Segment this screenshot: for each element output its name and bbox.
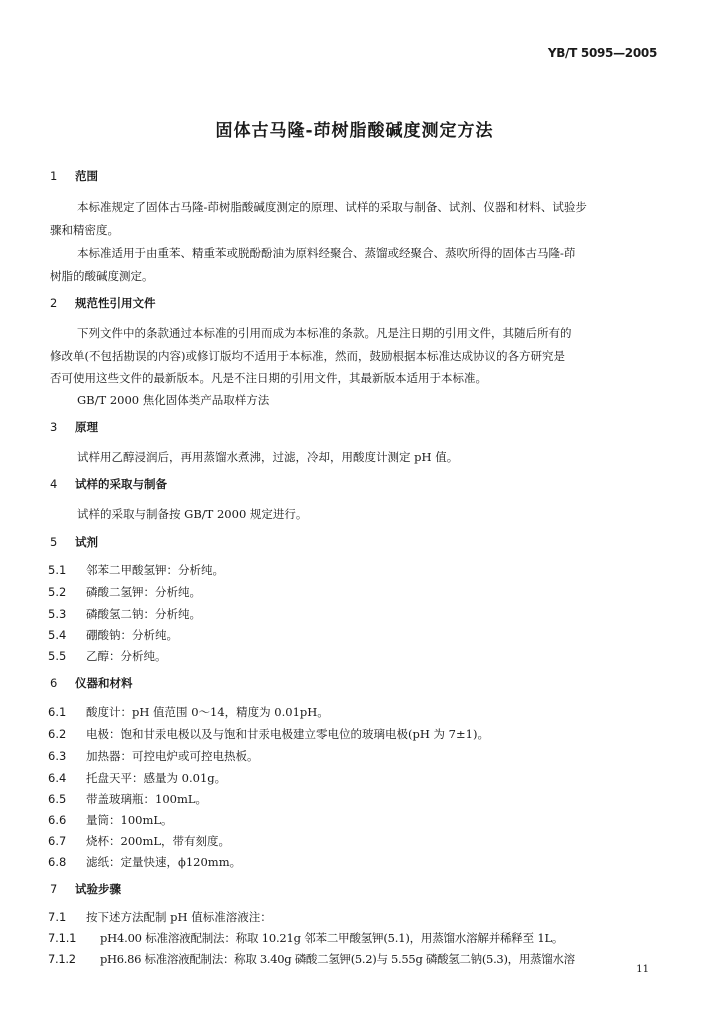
item-number: 6.1: [48, 705, 67, 719]
item-number: 6.4: [48, 771, 67, 785]
section-heading-procedure: [50, 881, 121, 897]
paragraph-line: 试样用乙醇浸润后，再用蒸馏水煮沸，过滤，冷却，用酸度计测定 pH 值。: [77, 450, 459, 464]
instrument-item: [48, 748, 259, 764]
section-title: 试剂: [75, 535, 98, 549]
section-number: 7: [50, 882, 58, 896]
instrument-item: [48, 704, 329, 720]
section-title: 试样的采取与制备: [75, 477, 167, 491]
item-number: 6.6: [48, 813, 67, 827]
item-text: 带盖玻璃瓶：100mL。: [86, 792, 207, 806]
section-number: 5: [50, 535, 58, 549]
item-text: 托盘天平：感量为 0.01g。: [86, 771, 227, 785]
item-text: 电极：饱和甘汞电极以及与饱和甘汞电极建立零电位的玻璃电极(pH 为 7±1)。: [86, 727, 489, 741]
item-number: 7.1: [48, 910, 67, 924]
item-number: 5.1: [48, 563, 67, 577]
page-title: 固体古马隆-茚树脂酸碱度测定方法: [215, 121, 494, 141]
paragraph-line: 修改单(不包括勘误的内容)或修订版均不适用于本标准，然而，鼓励根据本标准达成协议的各方研究是: [50, 349, 565, 363]
reagent-item: [48, 648, 167, 664]
step-item: [48, 909, 272, 925]
step-item: [48, 930, 563, 946]
section-heading-reagents: [50, 534, 98, 550]
item-text: 邻苯二甲酸氢钾：分析纯。: [86, 563, 224, 577]
item-text: 磷酸二氢钾：分析纯。: [86, 585, 201, 599]
section-title: 试验步骤: [75, 882, 121, 896]
item-text: 按下述方法配制 pH 值标准溶液注：: [86, 910, 272, 924]
paragraph-line: 否可使用这些文件的最新版本。凡是不注日期的引用文件，其最新版本适用于本标准。: [50, 371, 487, 385]
section-number: 3: [50, 420, 58, 434]
item-text: pH4.00 标准溶液配制法：称取 10.21g 邻苯二甲酸氢钾(5.1)，用蒸馏水溶解并稀释至 1L。: [100, 931, 564, 945]
reagent-item: [48, 606, 201, 622]
section-heading-sampling: [50, 476, 167, 492]
section-heading-instruments: [50, 675, 133, 691]
paragraph-line: 本标准适用于由重苯、精重苯或脱酚酚油为原料经聚合、蒸馏或经聚合、蒸吹所得的固体古马隆-茚: [77, 246, 576, 260]
item-number: 5.3: [48, 607, 67, 621]
item-text: 滤纸：定量快速，ϕ120mm。: [86, 855, 242, 869]
instrument-item: [48, 770, 226, 786]
paragraph-line: 树脂的酸碱度测定。: [50, 269, 154, 283]
item-number: 5.4: [48, 628, 67, 642]
step-item: [48, 951, 575, 967]
section-number: 2: [50, 296, 58, 310]
item-number: 6.7: [48, 834, 67, 848]
section-number: 4: [50, 477, 58, 491]
page-number: 11: [636, 964, 649, 975]
item-text: 烧杯：200mL，带有刻度。: [86, 834, 230, 848]
item-number: 7.1.2: [48, 952, 76, 966]
section-title: 范围: [75, 169, 98, 183]
item-number: 6.5: [48, 792, 67, 806]
item-number: 6.2: [48, 727, 67, 741]
item-text: 磷酸氢二钠：分析纯。: [86, 607, 201, 621]
paragraph-line: 本标准规定了固体古马隆-茚树脂酸碱度测定的原理、试样的采取与制备、试剂、仪器和材料、试验步: [77, 200, 587, 214]
section-heading-normative-references: [50, 295, 156, 311]
instrument-item: [48, 854, 241, 870]
paragraph-line: 骤和精密度。: [50, 223, 119, 237]
item-text: 量筒：100mL。: [86, 813, 173, 827]
paragraph-line: 下列文件中的条款通过本标准的引用而成为本标准的条款。凡是注日期的引用文件，其随后所有的: [77, 326, 572, 340]
section-number: 1: [50, 169, 58, 183]
paragraph-line: 试样的采取与制备按 GB/T 2000 规定进行。: [77, 507, 308, 521]
item-text: 加热器：可控电炉或可控电热板。: [86, 749, 259, 763]
reagent-item: [48, 562, 224, 578]
instrument-item: [48, 791, 207, 807]
section-title: 仪器和材料: [75, 676, 133, 690]
section-number: 6: [50, 676, 58, 690]
item-number: 7.1.1: [48, 931, 77, 945]
reagent-item: [48, 627, 178, 643]
section-title: 原理: [75, 420, 98, 434]
section-heading-principle: [50, 419, 98, 435]
item-text: pH6.86 标准溶液配制法：称取 3.40g 磷酸二氢钾(5.2)与 5.55g 磷酸氢二钠(5.3)，用蒸馏水溶: [100, 952, 575, 966]
reagent-item: [48, 584, 201, 600]
item-number: 6.3: [48, 749, 67, 763]
item-text: 乙醇：分析纯。: [86, 649, 167, 663]
section-heading-scope: [50, 168, 98, 184]
item-text: 硼酸钠：分析纯。: [86, 628, 178, 642]
item-number: 5.5: [48, 649, 67, 663]
item-number: 5.2: [48, 585, 67, 599]
instrument-item: [48, 726, 489, 742]
instrument-item: [48, 812, 173, 828]
item-text: 酸度计：pH 值范围 0～14，精度为 0.01pH。: [86, 705, 329, 719]
instrument-item: [48, 833, 230, 849]
standard-code: YB/T 5095—2005: [547, 46, 657, 60]
reference-entry: GB/T 2000 焦化固体类产品取样方法: [77, 393, 270, 407]
item-number: 6.8: [48, 855, 67, 869]
section-title: 规范性引用文件: [75, 296, 156, 310]
